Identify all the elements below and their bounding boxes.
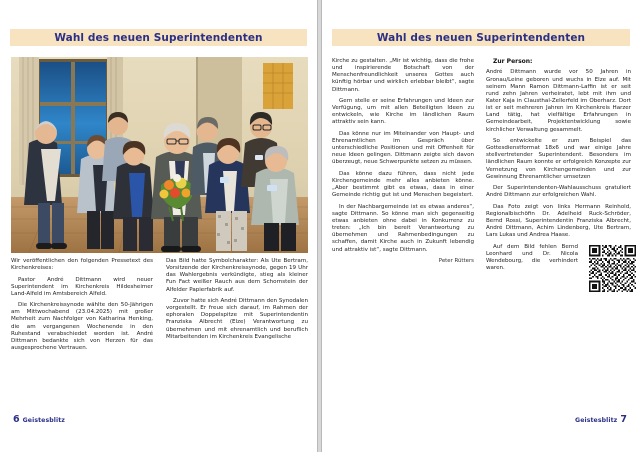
publication-name: Geistesblitz <box>22 417 65 424</box>
paragraph: In der Nachbargemeinde ist es etwas anderes“, sagte Dittmann. So könne man sich gegenseitig etwas anbieten ohne dabei in Konkurrenz zu treten: „Ich bin bereit Verantwortung zu übernehmen und Rahmenbedingungen zu schaffen, damit Kirche auch in Zukunft lebendig und attraktiv ist“, sagte Dittmann. <box>332 203 474 253</box>
paragraph: André Dittmann wurde vor 50 Jahren in Gronau/Leine geboren und wuchs in Elze auf. Mit seinem Mann Ramon Dittmann-Laffin ist er seit rund zehn Jahren verheiratet, lebt mit ihm und Kater Kaja in Clausthal-Zellerfeld im Oberharz. Dort ist er seit mehreren Jahren im Kirchenkreis Harzer Land tätig, hat vielfältige Erfahrungen in Gemeindearbeit, Projektentwicklung sowie kirchlicher Verwaltung gesammelt. <box>486 69 631 133</box>
paragraph: Das könne dazu führen, dass nicht jede Kirchengemeinde mehr alles anbieten könne. „Aber bestimmt gibt es etwas, dass in einer Gemeinde richtig gut ist und Menschen begeistert. <box>332 170 474 199</box>
paragraph: Zuvor hatte sich André Dittmann den Synodalen vorgestellt. Er freue sich darauf, im Rahmen der ephoralen Doppelspitze mit Superintendentin Franziska Albrecht (Elze) Verantwortung zu übernehmen und mit ehrenamtlich und beruflich Mitarbeitenden im Kirchenkreis Evangelische <box>166 297 308 340</box>
byline: Peter Rütters <box>438 257 474 264</box>
section-heading: Zur Person: <box>493 58 533 65</box>
paragraph: Der Superintendenten-Wahlausschuss gratuliert André Dittmann zur erfolgreichen Wahl. <box>486 185 631 199</box>
paragraph: Das könne nur im Miteinander von Haupt- und Ehrenamtlichen im Gespräch über unterschiedliche Positionen und mit Offenheit für neue Ideen gelingen. Dittmann zeigte sich davon überzeugt, neue Schwerpunkte setzen zu müssen. <box>332 130 474 166</box>
paragraph-with-qr <box>486 244 631 273</box>
paragraph: Pastor André Dittmann wird neuer Superintendent im Kirchenkreis Hildesheimer Land-Alfeld im Amtsbereich Alfeld. <box>11 276 153 297</box>
article-title-left: Wahl des neuen Superintendenten <box>54 31 263 44</box>
folio-right <box>575 414 627 425</box>
publication-name: Geistesblitz <box>575 417 618 424</box>
article-banner-left <box>10 29 307 46</box>
page-number: 7 <box>620 414 627 425</box>
paragraph: Gern stelle er seine Erfahrungen und Ideen zur Verfügung, um mit allen Beteiligten Ideen zu entwickeln, wie Kirche im ländlichen Raum attraktiv sein kann. <box>332 97 474 126</box>
page-right <box>321 0 640 452</box>
right-column-1 <box>332 58 474 269</box>
group-photo <box>11 57 308 253</box>
right-column-2 <box>486 58 631 295</box>
left-column-1 <box>11 258 153 356</box>
paragraph: Die Kirchenkreissynode wählte den 50-Jährigen am Mittwochabend (23.04.2025) mit großer Mehrheit zum Nachfolger von Katharina Henking, die am vergangenen Wochenende in den Ruhestand verabschiedet worden ist. André Dittmann bedankte sich von Herzen für das ausgesprochene Vertrauen. <box>11 302 153 352</box>
folio-left <box>13 414 65 425</box>
qr-code[interactable] <box>582 245 631 295</box>
paragraph-text: Auf dem Bild fehlen Bernd Leonhard und Dr. Nicola Wendebourg, die verhindert waren. <box>486 243 578 271</box>
paragraph: Wir veröffentlichen den folgenden Pressetext des Kirchenkreises: <box>11 258 153 272</box>
paragraph: So entwickelte er zum Beispiel das Gottesdienstformat 18x6 und war einige Jahre stellvertretender Superintendent. Besonders im ländlichen Raum konnte er erfolgreich Konzepte zur Vernetzung von Kirchengemeinden und zur Gewinnung Ehrenamtlicher umsetzen <box>486 137 631 180</box>
article-banner-right <box>332 29 630 46</box>
page-number: 6 <box>13 414 20 425</box>
page-left <box>0 0 318 452</box>
left-column-2 <box>166 258 308 345</box>
paragraph: Das Bild hatte Symbolcharakter: Als Ute Bertram, Vorsitzende der Kirchenkreissynode, gegen 19 Uhr das Wahlergebnis verkündigte, stieg als kleiner Fun Fact weißer Rauch aus dem Schornstein der Alfelder Papierfabrik auf. <box>166 258 308 293</box>
paragraph: Das Foto zeigt von links Hermann Reinhold, Regionalbischöfin Dr. Adelheid Ruck-Schröder, Bernd Rossi, Superintendentin Franziska Albrecht, André Dittmann, Achim Lindenberg, Ute Bertram, Lars Lukas und Andrea Haase. <box>486 203 631 239</box>
article-title-right: Wahl des neuen Superintendenten <box>376 31 586 44</box>
paragraph: Kirche zu gestalten. „Mir ist wichtig, dass die frohe und inspirierende Botschaft von der Menschenfreundlichkeit unseres Gottes auch künftig hörbar und wirklich erlebbar bleibt“, sagte Dittmann. <box>332 58 474 93</box>
